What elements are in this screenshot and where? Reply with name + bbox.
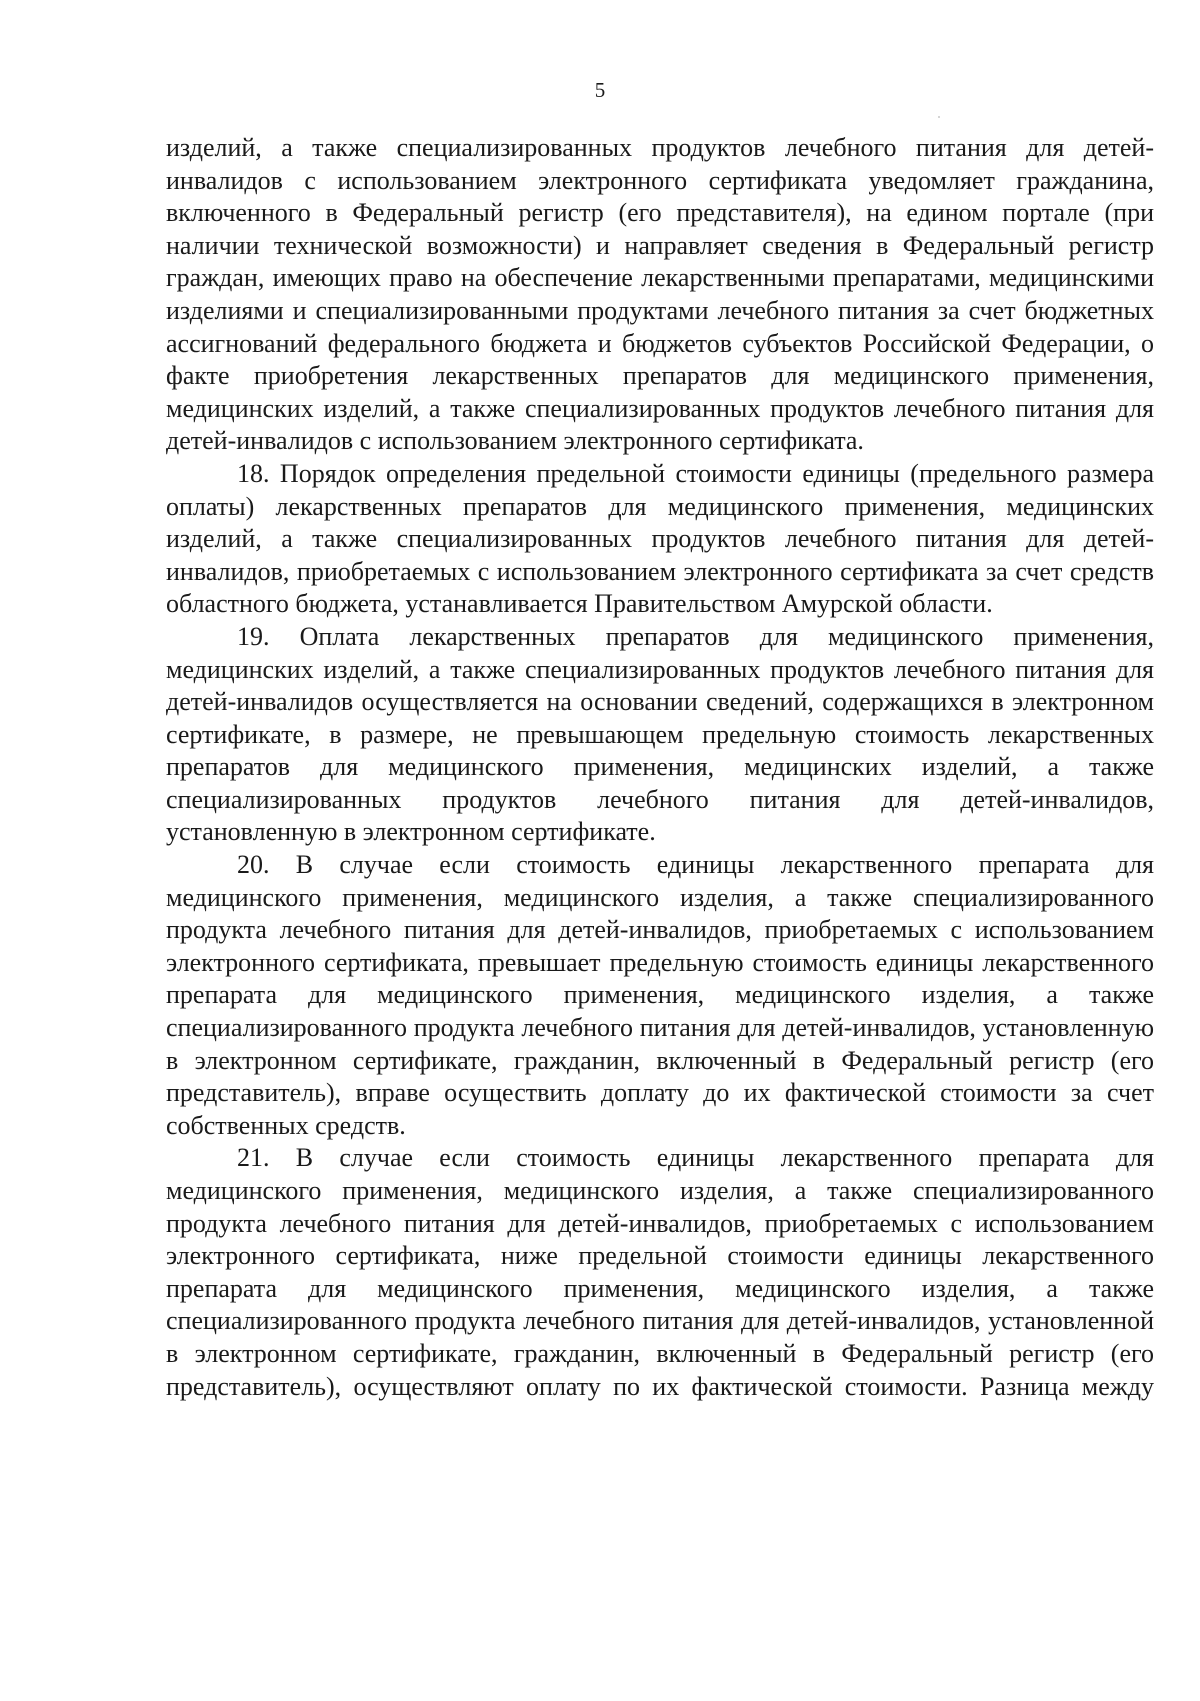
- document-body: [166, 132, 1154, 1403]
- paragraph-item-19: 19. Оплата лекарственных препаратов для медицинского применения, медицинских изделий, а также специализированных продуктов лечебного питания для детей-инвалидов осуществляется на основании сведений, содержащихся в электронном сертификате, в размере, не превышающем предельную стоимость лекарственных препаратов для медицинского применения, медицинских изделий, а также специализированных продуктов лечебного питания для детей-инвалидов, установленную в электронном сертификате.: [166, 621, 1154, 847]
- paragraph-continuation: изделий, а также специализированных продуктов лечебного питания для детей-инвалидов с использованием электронного сертификата уведомляет гражданина, включенного в Федеральный регистр (его представителя), на едином портале (при наличии технической возможности) и направляет сведения в Федеральный регистр граждан, имеющих право на обеспечение лекарственными препаратами, медицинскими изделиями и специализированными продуктами лечебного питания за счет бюджетных ассигнований федерального бюджета и бюджетов субъектов Российской Федерации, о факте приобретения лекарственных препаратов для медицинского применения, медицинских изделий, а также специализированных продуктов лечебного питания для детей-инвалидов с использованием электронного сертификата.: [166, 133, 1154, 456]
- paragraph-item-21: 21. В случае если стоимость единицы лекарственного препарата для медицинского применения, медицинского изделия, а также специализированного продукта лечебного питания для детей-инвалидов, приобретаемых с использованием электронного сертификата, ниже предельной стоимости единицы лекарственного препарата для медицинского применения, медицинского изделия, а также специализированного продукта лечебного питания для детей-инвалидов, установленной в электронном сертификате, гражданин, включенный в Федеральный регистр (его представитель), осуществляют оплату по их фактической стоимости. Разница между: [166, 1143, 1154, 1401]
- page-number: 5: [594, 78, 606, 102]
- paragraph-item-18: 18. Порядок определения предельной стоимости единицы (предельного размера оплаты) лекарственных препаратов для медицинского применения, медицинских изделий, а также специализированных продуктов лечебного питания для детей-инвалидов, приобретаемых с использованием электронного сертификата за счет средств областного бюджета, устанавливается Правительством Амурской области.: [166, 458, 1154, 619]
- paragraph-item-20: 20. В случае если стоимость единицы лекарственного препарата для медицинского применения, медицинского изделия, а также специализированного продукта лечебного питания для детей-инвалидов, приобретаемых с использованием электронного сертификата, превышает предельную стоимость единицы лекарственного препарата для медицинского применения, медицинского изделия, а также специализированного продукта лечебного питания для детей-инвалидов, установленную в электронном сертификате, гражданин, включенный в Федеральный регистр (его представитель), вправе осуществить доплату до их фактической стоимости за счет собственных средств.: [166, 850, 1154, 1140]
- scan-speck: [938, 116, 940, 118]
